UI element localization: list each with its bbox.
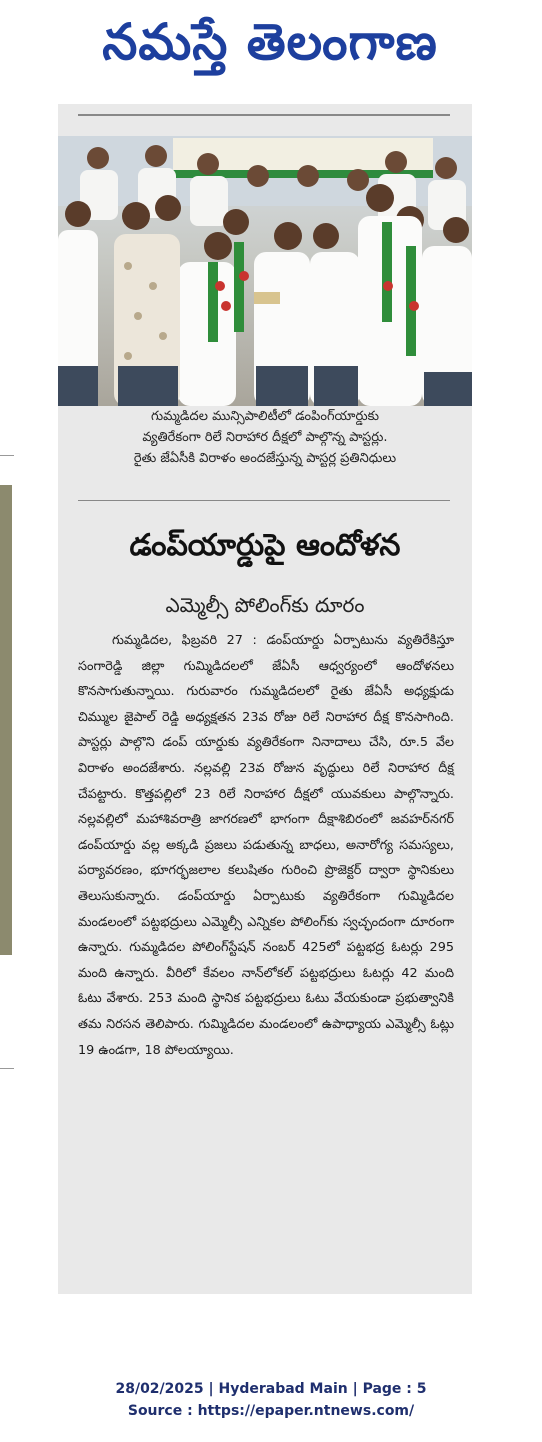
adjacent-column-divider-lower — [0, 1068, 14, 1069]
caption-line: గుమ్మడిదల మున్సిపాలిటీలో డంపింగ్‌యార్డుకు — [151, 409, 379, 424]
protest-group-photo — [58, 136, 472, 406]
article-body: గుమ్మడిదల, ఫిబ్రవరి 27 : డంప్‌యార్డు ఏర్పాటును వ్యతిరేకిస్తూ సంగారెడ్డి జిల్లా గుమ్మిడిదలలో జేఏసీ ఆధ్వర్యంలో ఆందోళనలు కొనసాగుతున్నాయి. గురువారం గుమ్మడిదలలో రైతు జేఏసీ అధ్యక్షుడు చిమ్ముల జైపాల్ రెడ్డి అధ్యక్షతన 23వ రోజు రిలే నిరాహార దీక్ష కొనసాగింది. పాస్టర్లు పాల్గొని డంప్ యార్డుకు వ్యతిరేకంగా నినాదాలు చేసి, రూ.5 వేల విరాళం అందజేశారు. నల్లవల్లి 23వ రోజున వృద్ధులు రిలే నిరాహార దీక్ష చేపట్టారు. కొత్తపల్లిలో 23 రిలే నిరాహార దీక్షలో యువకులు పాల్గొన్నారు. నల్లవల్లిలో మహాశివరాత్రి జాగరణలో భాగంగా దీక్షాశిబిరంలో జవహర్‌నగర్ డంప్‌యార్డు వల్ల అక్కడి ప్రజలు పడుతున్న బాధలు, అనారోగ్య సమస్యలు, పర్యావరణం, భూగర్భజలాల కలుషితం గురించి ప్రొజెక్టర్ ద్వారా స్థానికులు తెలుసుకున్నారు. డంప్‌యార్డు ఏర్పాటుకు వ్యతిరేకంగా గుమ్మిడిదల మండలంలో పట్టభద్రులు ఎమ్మెల్సీ ఎన్నికల పోలింగ్‌కు స్వచ్ఛందంగా దూరంగా ఉన్నారు. గుమ్మడిదల పోలింగ్‌స్టేషన్ నంబర్ 425లో పట్టభద్ర ఓటర్లు 295 మంది ఉన్నారు. వీరిలో కేవలం నాన్‌లోకల్ పట్టభద్రులు ఓటర్లు 42 మంది ఓటు వేశారు. 253 మంది స్థానిక పట్టభద్రులు ఓటు వేయకుండా ప్రభుత్వానికి తమ నిరసన తెలిపారు. గుమ్మిడిదల మండలంలో ఉపాధ్యాయ ఎమ్మెల్సీ ఓట్లు 19 ఉండగా, 18 పోలయ్యాయి. — [78, 633, 454, 1058]
photo-caption — [58, 406, 472, 470]
publication-date-edition: 28/02/2025 | Hyderabad Main | Page : 5 — [115, 1381, 427, 1397]
caption-line: వ్యతిరేకంగా రిలే నిరాహార దీక్షలో పాల్గొన్న పాస్టర్లు. — [142, 430, 388, 445]
newspaper-masthead: నమస్తే తెలంగాణ — [102, 13, 438, 71]
caption-line: రైతు జేఏసీకి విరాళం అందజేస్తున్న పాస్టర్ల ప్రతినిధులు — [133, 451, 397, 466]
article-photo — [58, 136, 472, 406]
news-article — [58, 104, 472, 1294]
adjacent-column-divider — [0, 455, 14, 456]
article-headline: డంప్‌యార్డుపై ఆందోళన — [129, 528, 401, 563]
adjacent-column-fragment — [0, 100, 14, 1300]
caption-divider — [78, 500, 450, 501]
page-footer — [0, 1378, 542, 1422]
article-subheadline: ఎమ్మెల్సీ పోలింగ్‌కు దూరం — [165, 593, 365, 617]
article-top-rule — [78, 114, 450, 116]
adjacent-photo-fragment — [0, 485, 12, 955]
source-link[interactable]: Source : https://epaper.ntnews.com/ — [127, 1403, 415, 1419]
